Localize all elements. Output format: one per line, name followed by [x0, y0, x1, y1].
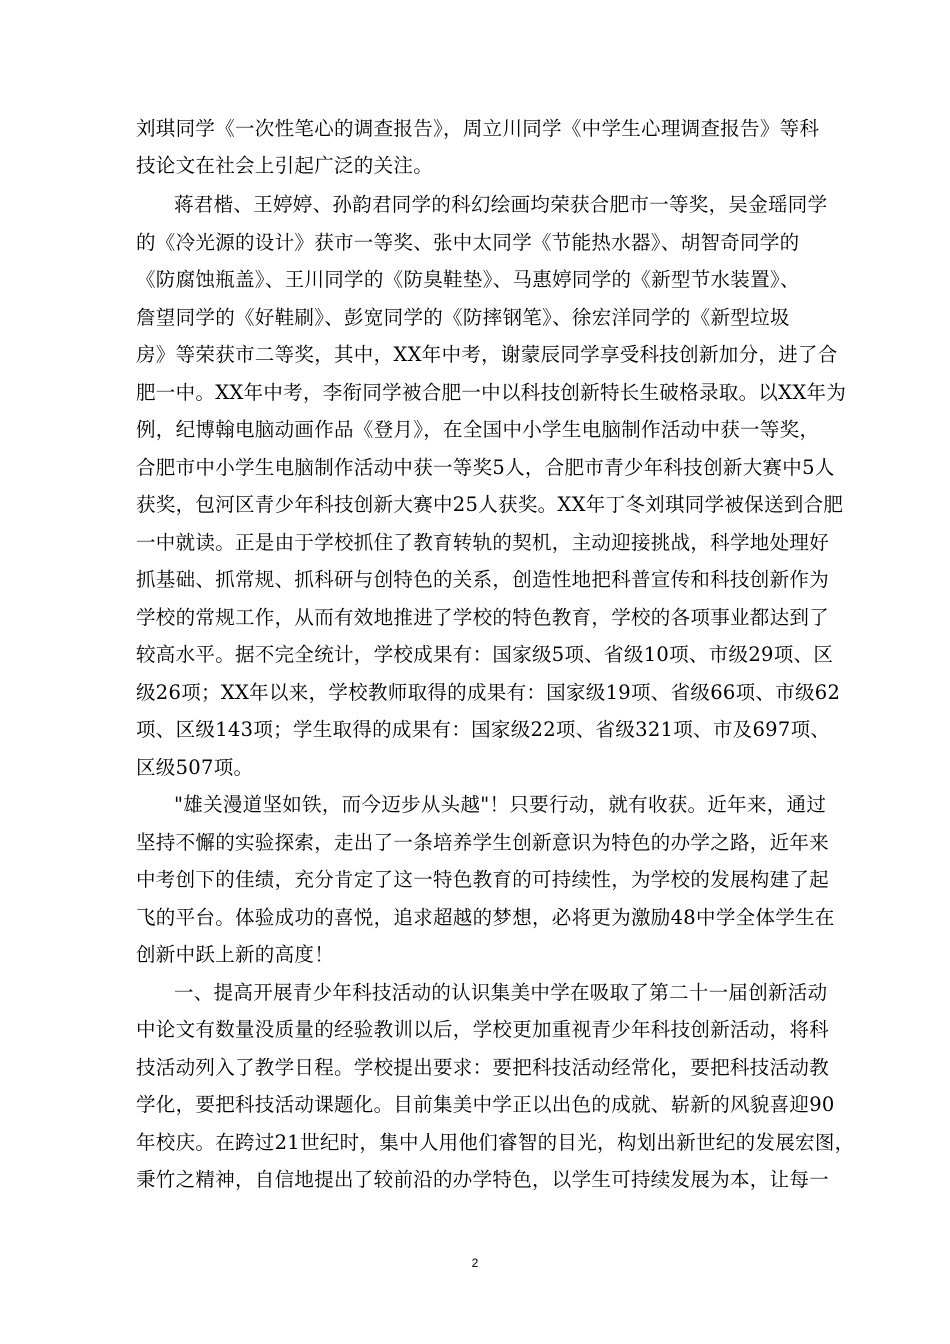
text-line: 中考创下的佳绩，充分肯定了这一特色教育的可持续性，为学校的发展构建了起	[136, 868, 830, 891]
text-line: 获奖，包河区青少年科技创新大赛中25人获奖。XX年丁冬刘琪同学被保送到合肥	[136, 493, 844, 516]
text-line: 一、提高开展青少年科技活动的认识集美中学在吸取了第二十一届创新活动	[174, 981, 828, 1004]
text-line: 刘琪同学《一次性笔心的调查报告》，周立川同学《中学生心理调查报告》等科	[136, 117, 820, 140]
text-line: 蒋君楷、王婷婷、孙韵君同学的科幻绘画均荣获合肥市一等奖，吴金瑶同学	[174, 193, 828, 216]
text-line: 的《冷光源的设计》获市一等奖、张中太同学《节能热水器》、胡智奇同学的	[136, 231, 800, 254]
text-line: 坚持不懈的实验探索，走出了一条培养学生创新意识为特色的办学之路，近年来	[136, 831, 830, 854]
text-line: 詹望同学的《好鞋刷》、彭宽同学的《防摔钢笔》、徐宏洋同学的《新型垃圾	[136, 306, 790, 329]
text-line: 肥一中。XX年中考，李衔同学被合肥一中以科技创新特长生破格录取。以XX年为	[136, 381, 847, 404]
text-line: 一中就读。正是由于学校抓住了教育转轨的契机，主动迎接挑战，科学地处理好	[136, 531, 830, 554]
text-line: 飞的平台。体验成功的喜悦，追求超越的梦想，必将更为激励48中学全体学生在	[136, 906, 835, 929]
text-line: 项、区级143项；学生取得的成果有：国家级22项、省级321项、市及697项、	[136, 718, 831, 741]
text-line: 房》等荣获市二等奖，其中，XX年中考，谢蒙辰同学享受科技创新加分，进了合	[136, 343, 838, 366]
text-line: 较高水平。据不完全统计，学校成果有：国家级5项、省级10项、市级29项、区	[136, 643, 834, 666]
text-line: 抓基础、抓常规、抓科研与创特色的关系，创造性地把科普宣传和科技创新作为	[136, 568, 830, 591]
text-line: "雄关漫道坚如铁，而今迈步从头越"！只要行动，就有收获。近年来，通过	[174, 793, 827, 816]
text-line: 年校庆。在跨过21世纪时，集中人用他们睿智的目光，构划出新世纪的发展宏图，	[136, 1131, 855, 1154]
text-line: 《防腐蚀瓶盖》、王川同学的《防臭鞋垫》、马惠婷同学的《新型节水装置》、	[136, 268, 800, 291]
text-line: 学校的常规工作，从而有效地推进了学校的特色教育，学校的各项事业都达到了	[136, 606, 830, 629]
text-line: 技活动列入了教学日程。学校提出要求：要把科技活动经常化，要把科技活动教	[136, 1056, 830, 1079]
text-line: 级26项；XX年以来，学校教师取得的成果有：国家级19项、省级66项、市级62	[136, 681, 841, 704]
text-line: 秉竹之精神，自信地提出了较前沿的办学特色，以学生可持续发展为本，让每一	[136, 1168, 830, 1191]
text-line: 合肥市中小学生电脑制作活动中获一等奖5人，合肥市青少年科技创新大赛中5人	[136, 456, 835, 479]
text-line: 技论文在社会上引起广泛的关注。	[136, 154, 434, 177]
text-line: 区级507项。	[136, 756, 254, 779]
text-line: 例，纪博翰电脑动画作品《登月》，在全国中小学生电脑制作活动中获一等奖，	[136, 418, 820, 441]
text-line: 中论文有数量没质量的经验教训以后，学校更加重视青少年科技创新活动，将科	[136, 1018, 830, 1041]
text-line: 创新中跃上新的高度！	[136, 943, 335, 966]
text-line: 学化，要把科技活动课题化。目前集美中学正以出色的成就、崭新的风貌喜迎90	[136, 1093, 835, 1116]
page-number: 2	[471, 1256, 479, 1270]
